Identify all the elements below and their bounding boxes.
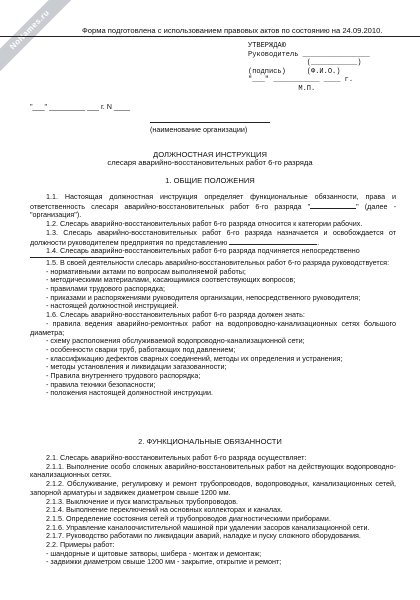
list-item: - положения настоящей должностной инструкции. [46,388,214,398]
approval-block: УТВЕРЖДАЮ Руководитель ________________ (___________) (подпись) (Ф.И.О.) "___" ___________ ____ г. М.П. [248,42,370,93]
section-1-title: 1. ОБЩИЕ ПОЛОЖЕНИЯ [165,176,255,185]
list-item: - правила ведения аварийно-ремонтных работ на водопроводно-канализационных сетях большого диаметра; [30,318,396,337]
section-1-body [30,193,396,398]
list-item: - настоящей должностной инструкцией. [46,301,179,311]
paragraph-2-1-3: 2.1.3. Выключение и пуск магистральных трубопроводов. [46,496,239,506]
list-item: - шандорные и щитовые затворы, шибера - монтаж и демонтаж; [46,548,262,558]
list-item: - классификацию дефектов сварных соединений, методы их определения и устранения; [46,353,343,363]
organization-name-line [150,122,270,123]
section-2-title: 2. ФУНКЦИОНАЛЬНЫЕ ОБЯЗАННОСТИ [138,437,282,446]
document-title: ДОЛЖНОСТНАЯ ИНСТРУКЦИЯ [153,150,267,159]
list-item: - особенности сварки труб, работающих под давлением; [46,344,236,354]
list-item: - Правила внутреннего трудового распорядка; [46,371,201,381]
list-item: - нормативными актами по вопросам выполняемой работы; [46,266,246,276]
list-item: - задвижки диаметром свыше 1200 мм - закрытие, открытие и ремонт; [46,557,282,567]
paragraph-1-4: 1.4. Слесарь аварийно-восстановительных работ 6-го разряда подчиняется непосредственно [46,246,360,256]
paragraph-1-5: 1.5. В своей деятельности слесарь аварийно-восстановительных работ 6-го разряда руководствуется: [46,257,390,267]
section-2-body [30,454,396,567]
paragraph-2-1-6: 2.1.6. Управление каналоочистительной машиной при удалении засоров канализационной сети. [46,522,370,532]
organization-block [150,122,270,134]
paragraph-1-1: 1.1. Настоящая должностная инструкция определяет функциональные обязанности, права и ответственность слесаря аварийно-восстановительных работ 6-го разряда " " (далее - "организация"). [30,192,397,220]
list-item: - приказами и распоряжениями руководителя организации, непосредственного руководителя; [46,292,361,302]
document-number-line: "___" _________ ___ г. N ____ [30,102,130,111]
paragraph-1-6: 1.6. Слесарь аварийно-восстановительных работ 6-го разряда должен знать: [46,310,305,320]
list-item: - методическими материалами, касающимися соответствующих вопросов; [46,275,296,285]
paragraph-2-1-4: 2.1.4. Выполнение переключений на основных коллекторах и каналах. [46,505,283,515]
paragraph-2-2: 2.2. Примеры работ: [46,540,115,550]
paragraph-2-1: 2.1. Слесарь аварийно-восстановительных работ 6-го разряда осуществляет: [46,453,307,462]
paragraph-2-1-5: 2.1.5. Определение состояния сетей и трубопроводов диагностическими приборами. [46,513,331,523]
organization-label: (наименование организации) [150,125,248,134]
paragraph-1-2: 1.2. Слесарь аварийно-восстановительных работ 6-го разряда относится к категории рабочих. [46,219,363,229]
list-item: - правила техники безопасности; [46,379,156,389]
header-note: Форма подготовлена с использованием правовых актов по состоянию на 24.09.2010. [82,26,383,35]
paragraph-2-1-2: 2.1.2. Обслуживание, регулировку и ремонт трубопроводов, водопроводных, канализационных сетей, запорной арматуры и задвижек диаметром свыше 1200 мм. [30,479,396,497]
header-divider [0,36,420,37]
list-item: - методы установления и ликвидации загазованности; [46,362,227,372]
watermark-corner [0,0,78,80]
paragraph-1-3: 1.3. Слесарь аварийно-восстановительных работ 6-го разряда назначается и освобождается от должности руководителем предприятия по представлению . [30,227,396,247]
list-item: - схему расположения обслуживаемой водопроводно-канализационной сети; [46,336,305,346]
paragraph-2-1-7: 2.1.7. Руководство работами по ликвидации аварий, наладке и пуску сложного оборудования. [46,531,361,541]
watermark-text: NoNames.ru [0,0,78,78]
paragraph-2-1-1: 2.1.1. Выполнение особо сложных аварийно-восстановительных работ на действующих водопроводно-канализационных сетях. [30,461,396,480]
list-item: - правилами трудового распорядка; [46,284,165,294]
document-subtitle: слесаря аварийно-восстановительных работ 6-го разряда [107,158,313,167]
